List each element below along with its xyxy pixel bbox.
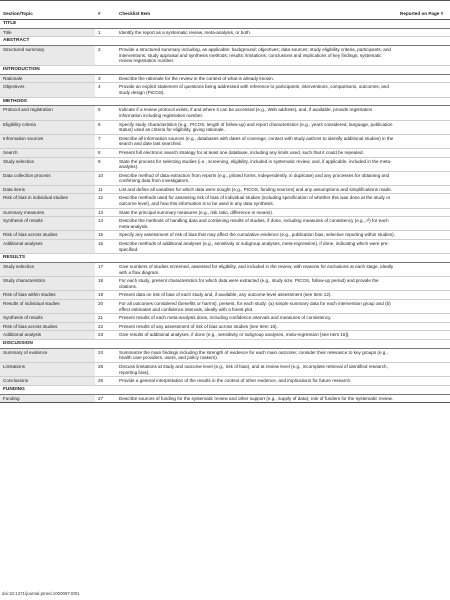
- table-row: [0, 46, 450, 66]
- table-row: [0, 83, 450, 97]
- row-number: 5: [95, 106, 116, 120]
- row-page-cell: [397, 74, 450, 83]
- header-checklist-item: Checklist Item: [116, 1, 397, 20]
- row-topic: Risk of bias within studies: [0, 291, 95, 300]
- row-topic: Synthesis of results: [0, 217, 95, 231]
- section-title: INTRODUCTION: [0, 65, 450, 74]
- row-page-cell: [397, 217, 450, 231]
- header-reported-on-page: Reported on Page #: [397, 1, 450, 20]
- table-row: [0, 314, 450, 323]
- row-number: 11: [95, 185, 116, 194]
- table-row: [0, 106, 450, 120]
- section-title: TITLE: [0, 20, 450, 29]
- row-number: 18: [95, 277, 116, 291]
- section-title: DISCUSSION: [0, 339, 450, 348]
- row-topic: Risk of bias across studies: [0, 231, 95, 240]
- row-topic: Risk of bias across studies: [0, 322, 95, 331]
- section-title: RESULTS: [0, 254, 450, 263]
- row-checklist-item: Describe the rationale for the review in the context of what is already known.: [116, 74, 397, 83]
- row-number: 19: [95, 291, 116, 300]
- table-row: [0, 194, 450, 208]
- row-page-cell: [397, 291, 450, 300]
- row-page-cell: [397, 362, 450, 376]
- section-title: METHODS: [0, 97, 450, 106]
- table-row: [0, 394, 450, 403]
- row-page-cell: [397, 322, 450, 331]
- row-page-cell: [397, 185, 450, 194]
- row-topic: Study selection: [0, 263, 95, 277]
- row-page-cell: [397, 231, 450, 240]
- row-page-cell: [397, 314, 450, 323]
- row-page-cell: [397, 394, 450, 403]
- row-number: 20: [95, 299, 116, 313]
- table-row: [0, 362, 450, 376]
- table-row: [0, 208, 450, 217]
- row-checklist-item: For all outcomes considered (benefits or harms), present, for each study: (a) simple summary data for each intervention group and (b) effect estimates and confidence intervals, ideally with a forest plot.: [116, 299, 397, 313]
- row-number: 2: [95, 46, 116, 66]
- row-number: 21: [95, 314, 116, 323]
- row-number: 8: [95, 148, 116, 157]
- row-topic: Synthesis of results: [0, 314, 95, 323]
- row-topic: Study selection: [0, 157, 95, 171]
- row-number: 12: [95, 194, 116, 208]
- section-row: [0, 254, 450, 263]
- row-checklist-item: State the principal summary measures (e.g., risk ratio, difference in means).: [116, 208, 397, 217]
- row-checklist-item: Present data on risk of bias of each study and, if available, any outcome-level assessment (see Item 12).: [116, 291, 397, 300]
- table-row: [0, 299, 450, 313]
- row-checklist-item: Present full electronic search strategy for at least one database, including any limits used, such that it could be repeated.: [116, 148, 397, 157]
- row-page-cell: [397, 134, 450, 148]
- row-checklist-item: For each study, present characteristics for which data were extracted (e.g., study size, PICOS, follow-up period) and provide the citations.: [116, 277, 397, 291]
- row-checklist-item: Provide a structured summary including, as applicable: background; objectives; data sources; study eligibility criteria, participants, and interventions; study appraisal and synthesis methods; results; limitations; conclusions and implications of key findings; systematic review registration number.: [116, 46, 397, 66]
- table-row: [0, 157, 450, 171]
- table-row: [0, 331, 450, 340]
- row-topic: Data collection process: [0, 171, 95, 185]
- row-page-cell: [397, 46, 450, 66]
- row-page-cell: [397, 240, 450, 254]
- row-number: 3: [95, 74, 116, 83]
- row-checklist-item: Describe sources of funding for the systematic review and other support (e.g., supply of data); role of funders for the systematic review.: [116, 394, 397, 403]
- row-topic: Protocol and registration: [0, 106, 95, 120]
- row-number: 23: [95, 331, 116, 340]
- row-checklist-item: Give results of additional analyses, if done (e.g., sensitivity or subgroup analyses, meta-regression [see Item 16]).: [116, 331, 397, 340]
- row-number: 16: [95, 240, 116, 254]
- table-row: [0, 74, 450, 83]
- row-number: 25: [95, 362, 116, 376]
- section-title: ABSTRACT: [0, 37, 450, 46]
- row-topic: Information sources: [0, 134, 95, 148]
- table-row: [0, 291, 450, 300]
- row-checklist-item: Describe method of data extraction from reports (e.g., piloted forms, independently, in duplicate) and any processes for obtaining and confirming data from investigators.: [116, 171, 397, 185]
- table-row: [0, 348, 450, 362]
- row-number: 17: [95, 263, 116, 277]
- row-page-cell: [397, 331, 450, 340]
- row-number: 6: [95, 120, 116, 134]
- row-number: 26: [95, 377, 116, 386]
- row-number: 9: [95, 157, 116, 171]
- row-page-cell: [397, 106, 450, 120]
- row-topic: Conclusions: [0, 377, 95, 386]
- row-page-cell: [397, 299, 450, 313]
- table-row: [0, 277, 450, 291]
- row-topic: Additional analysis: [0, 331, 95, 340]
- table-row: [0, 263, 450, 277]
- header-row: [0, 1, 450, 20]
- row-page-cell: [397, 348, 450, 362]
- row-checklist-item: State the process for selecting studies (i.e., screening, eligibility, included in systematic review, and, if applicable, included in the meta-analysis).: [116, 157, 397, 171]
- row-checklist-item: Present results of any assessment of risk of bias across studies (see Item 15).: [116, 322, 397, 331]
- row-checklist-item: Identify the report as a systematic review, meta-analysis, or both.: [116, 28, 397, 37]
- section-row: [0, 385, 450, 394]
- row-checklist-item: Summarize the main findings including the strength of evidence for each main outcome; consider their relevance to key groups (e.g., health care providers, users, and policy makers).: [116, 348, 397, 362]
- row-number: 7: [95, 134, 116, 148]
- table-row: [0, 322, 450, 331]
- row-checklist-item: Provide an explicit statement of questions being addressed with reference to participants, interventions, comparisons, outcomes, and study design (PICOS).: [116, 83, 397, 97]
- row-page-cell: [397, 263, 450, 277]
- row-page-cell: [397, 277, 450, 291]
- row-checklist-item: Give numbers of studies screened, assessed for eligibility, and included in the review, with reasons for exclusions at each stage, ideally with a flow diagram.: [116, 263, 397, 277]
- row-page-cell: [397, 120, 450, 134]
- table-row: [0, 377, 450, 386]
- row-page-cell: [397, 194, 450, 208]
- table-row: [0, 171, 450, 185]
- row-number: 22: [95, 322, 116, 331]
- row-page-cell: [397, 377, 450, 386]
- section-row: [0, 65, 450, 74]
- row-topic: Title: [0, 28, 95, 37]
- row-topic: Summary measures: [0, 208, 95, 217]
- row-number: 13: [95, 208, 116, 217]
- row-number: 14: [95, 217, 116, 231]
- row-topic: Results of individual studies: [0, 299, 95, 313]
- table-row: [0, 185, 450, 194]
- row-checklist-item: Describe all information sources (e.g., databases with dates of coverage, contact with study authors to identify additional studies) in the search and date last searched.: [116, 134, 397, 148]
- row-topic: Risk of bias in individual studies: [0, 194, 95, 208]
- doi-caption: doi:10.1371/journal.pmed.1000097.t001: [2, 591, 80, 596]
- row-topic: Structured summary: [0, 46, 95, 66]
- checklist-body: [0, 20, 450, 403]
- table-row: [0, 134, 450, 148]
- table-row: [0, 28, 450, 37]
- row-topic: Additional analyses: [0, 240, 95, 254]
- row-number: 4: [95, 83, 116, 97]
- row-checklist-item: Describe the methods of handling data and combining results of studies, if done, including measures of consistency (e.g., I²) for each meta-analysis.: [116, 217, 397, 231]
- row-number: 24: [95, 348, 116, 362]
- row-number: 1: [95, 28, 116, 37]
- row-checklist-item: Describe methods used for assessing risk of bias of individual studies (including specification of whether this was done at the study or outcome level), and how this information is to be used in any data synthesis.: [116, 194, 397, 208]
- row-number: 10: [95, 171, 116, 185]
- row-topic: Study characteristics: [0, 277, 95, 291]
- row-topic: Eligibility criteria: [0, 120, 95, 134]
- row-checklist-item: Provide a general interpretation of the results in the context of other evidence, and implications for future research.: [116, 377, 397, 386]
- row-topic: Data items: [0, 185, 95, 194]
- section-row: [0, 20, 450, 29]
- table-row: [0, 217, 450, 231]
- table-row: [0, 120, 450, 134]
- row-page-cell: [397, 208, 450, 217]
- row-topic: Objectives: [0, 83, 95, 97]
- row-topic: Rationale: [0, 74, 95, 83]
- header-section-topic: Section/Topic: [0, 1, 95, 20]
- row-number: 15: [95, 231, 116, 240]
- row-page-cell: [397, 83, 450, 97]
- row-topic: Summary of evidence: [0, 348, 95, 362]
- row-number: 27: [95, 394, 116, 403]
- row-checklist-item: Indicate if a review protocol exists, if and where it can be accessed (e.g., Web address), and, if available, provide registration information including registration number.: [116, 106, 397, 120]
- section-row: [0, 97, 450, 106]
- row-checklist-item: Describe methods of additional analyses (e.g., sensitivity or subgroup analyses, meta-regression), if done, indicating which were pre-specified.: [116, 240, 397, 254]
- row-page-cell: [397, 171, 450, 185]
- row-checklist-item: Specify study characteristics (e.g., PICOS, length of follow-up) and report characteristics (e.g., years considered, language, publication status) used as criteria for eligibility, giving rationale.: [116, 120, 397, 134]
- row-page-cell: [397, 28, 450, 37]
- section-title: FUNDING: [0, 385, 450, 394]
- row-page-cell: [397, 157, 450, 171]
- row-checklist-item: Specify any assessment of risk of bias that may affect the cumulative evidence (e.g., publication bias, selective reporting within studies).: [116, 231, 397, 240]
- table-row: [0, 240, 450, 254]
- row-checklist-item: Discuss limitations at study and outcome level (e.g., risk of bias), and at review level (e.g., incomplete retrieval of identified research, reporting bias).: [116, 362, 397, 376]
- table-row: [0, 148, 450, 157]
- row-checklist-item: Present results of each meta-analysis done, including confidence intervals and measures of consistency.: [116, 314, 397, 323]
- table-row: [0, 231, 450, 240]
- row-checklist-item: List and define all variables for which data were sought (e.g., PICOS, funding sources) and any assumptions and simplifications made.: [116, 185, 397, 194]
- row-page-cell: [397, 148, 450, 157]
- row-topic: Funding: [0, 394, 95, 403]
- row-topic: Limitations: [0, 362, 95, 376]
- section-row: [0, 37, 450, 46]
- section-row: [0, 339, 450, 348]
- header-number: #: [95, 1, 116, 20]
- row-topic: Search: [0, 148, 95, 157]
